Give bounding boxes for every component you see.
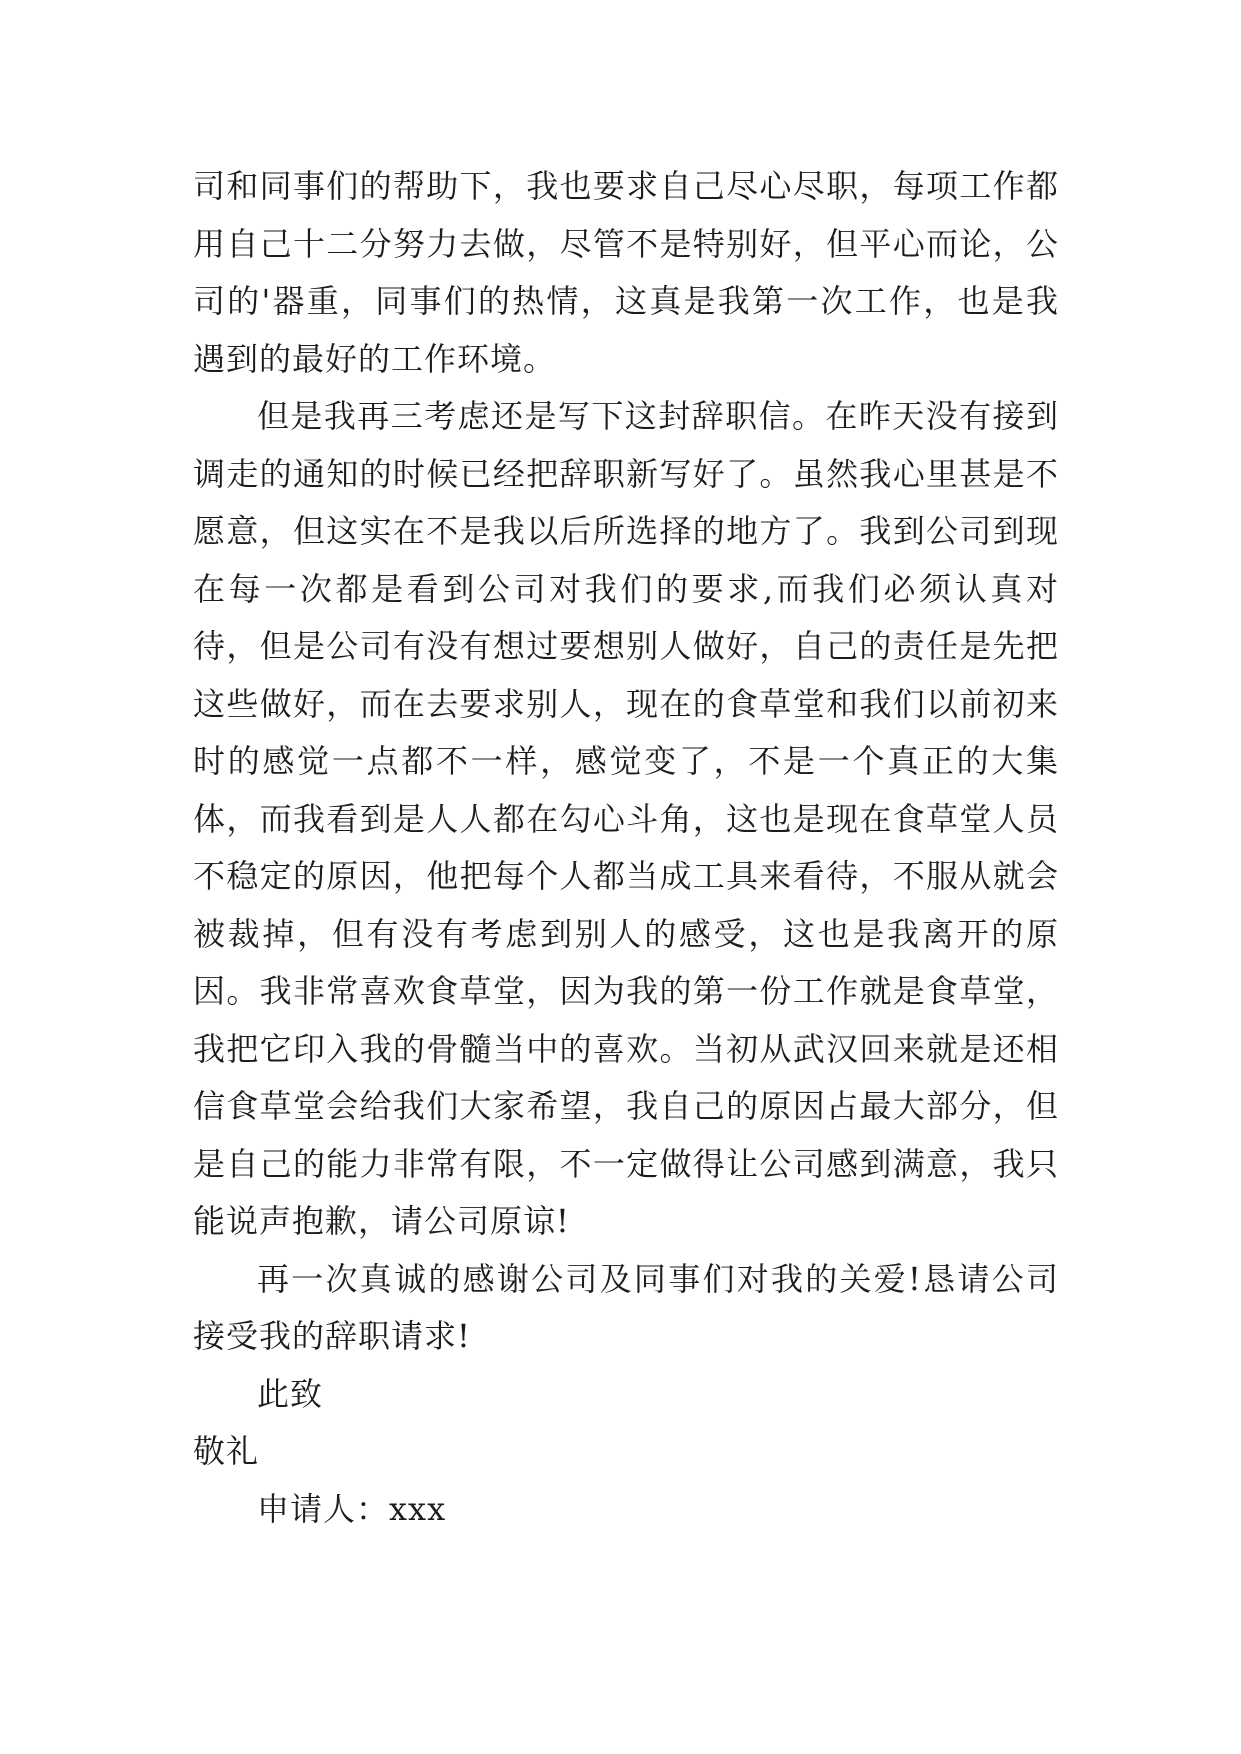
signature-line: 申请人：xxx — [257, 1489, 447, 1528]
paragraph-continuation: 司和同事们的帮助下，我也要求自己尽心尽职，每项工作都用自己十二分努力去做，尽管不是特别好，但平心而论，公司的'器重，同事们的热情，这真是我第一次工作，也是我遇到的最好的工作环境。 — [193, 167, 1059, 378]
letter-body — [193, 158, 1059, 1538]
paragraph-thanks: 再一次真诚的感谢公司及同事们对我的关爱!恳请公司接受我的辞职请求! — [193, 1259, 1059, 1355]
closing-phrase: 此致 — [257, 1374, 324, 1413]
paragraph-main: 但是我再三考虑还是写下这封辞职信。在昨天没有接到调走的通知的时候已经把辞职新写好了。虽然我心里甚是不愿意，但这实在不是我以后所选择的地方了。我到公司到现在每一次都是看到公司对我们的要求,而我们必须认真对待，但是公司有没有想过要想别人做好，自己的责任是先把这些做好，而在去要求别人，现在的食草堂和我们以前初来时的感觉一点都不一样，感觉变了，不是一个真正的大集体，而我看到是人人都在勾心斗角，这也是现在食草堂人员不稳定的原因，他把每个人都当成工具来看待，不服从就会被裁掉，但有没有考虑到别人的感受，这也是我离开的原因。我非常喜欢食草堂，因为我的第一份工作就是食草堂，我把它印入我的骨髓当中的喜欢。当初从武汉回来就是还相信食草堂会给我们大家希望，我自己的原因占最大部分，但是自己的能力非常有限，不一定做得让公司感到满意，我只能说声抱歉，请公司原谅! — [193, 397, 1059, 1240]
salute-phrase: 敬礼 — [193, 1432, 260, 1470]
